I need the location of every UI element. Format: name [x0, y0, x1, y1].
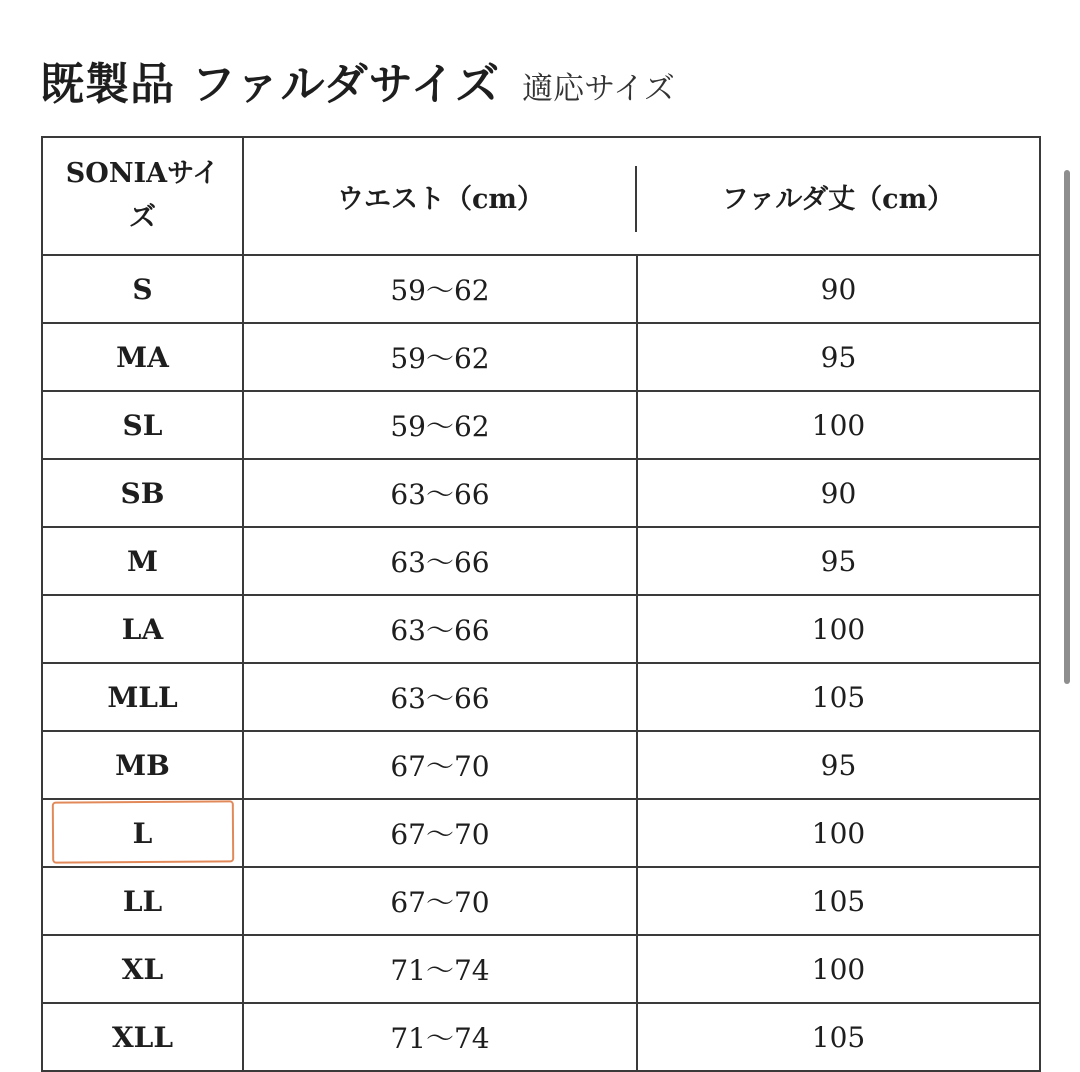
table-row — [42, 1003, 1040, 1071]
size-cell: MLL — [42, 663, 243, 731]
waist-cell: 63〜66 — [243, 527, 637, 595]
length-cell: 100 — [637, 391, 1040, 459]
waist-cell: 71〜74 — [243, 1003, 637, 1071]
title-main: 既製品 ファルダサイズ — [40, 59, 501, 110]
scrollbar[interactable] — [1063, 170, 1071, 684]
size-cell: S — [42, 255, 243, 323]
page-title — [40, 48, 675, 114]
table-row — [42, 391, 1040, 459]
length-cell: 100 — [637, 799, 1040, 867]
table-row — [42, 255, 1040, 323]
waist-cell: 67〜70 — [243, 799, 637, 867]
table-row-highlighted — [42, 799, 1040, 867]
size-cell: SL — [42, 391, 243, 459]
length-cell: 105 — [637, 867, 1040, 935]
header-sonia-size: SONIAサイズ — [42, 137, 243, 255]
table-row — [42, 731, 1040, 799]
waist-cell: 59〜62 — [243, 255, 637, 323]
waist-cell: 63〜66 — [243, 595, 637, 663]
size-table — [41, 136, 1041, 1072]
table-header-row — [42, 137, 1040, 255]
length-cell: 100 — [637, 935, 1040, 1003]
size-cell: LA — [42, 595, 243, 663]
table-row — [42, 459, 1040, 527]
size-cell: XLL — [42, 1003, 243, 1071]
header-waist: ウエスト（cm） — [243, 137, 637, 255]
size-cell: L — [42, 799, 243, 867]
waist-cell: 67〜70 — [243, 731, 637, 799]
length-cell: 90 — [637, 459, 1040, 527]
size-cell: M — [42, 527, 243, 595]
header-skirt-length: ファルダ丈（cm） — [637, 137, 1040, 255]
waist-cell: 71〜74 — [243, 935, 637, 1003]
table-row — [42, 935, 1040, 1003]
table-row — [42, 867, 1040, 935]
waist-cell: 63〜66 — [243, 459, 637, 527]
length-cell: 90 — [637, 255, 1040, 323]
size-cell: LL — [42, 867, 243, 935]
waist-cell: 67〜70 — [243, 867, 637, 935]
table-row — [42, 595, 1040, 663]
size-cell: MB — [42, 731, 243, 799]
length-cell: 95 — [637, 527, 1040, 595]
title-sub: 適応サイズ — [522, 71, 675, 107]
table-row — [42, 323, 1040, 391]
waist-cell: 59〜62 — [243, 323, 637, 391]
waist-cell: 59〜62 — [243, 391, 637, 459]
waist-cell: 63〜66 — [243, 663, 637, 731]
scrollbar-thumb[interactable] — [1064, 170, 1070, 684]
size-cell: MA — [42, 323, 243, 391]
size-cell: XL — [42, 935, 243, 1003]
length-cell: 105 — [637, 663, 1040, 731]
table-row — [42, 663, 1040, 731]
size-cell: SB — [42, 459, 243, 527]
length-cell: 95 — [637, 323, 1040, 391]
length-cell: 105 — [637, 1003, 1040, 1071]
length-cell: 100 — [637, 595, 1040, 663]
table-row — [42, 527, 1040, 595]
length-cell: 95 — [637, 731, 1040, 799]
